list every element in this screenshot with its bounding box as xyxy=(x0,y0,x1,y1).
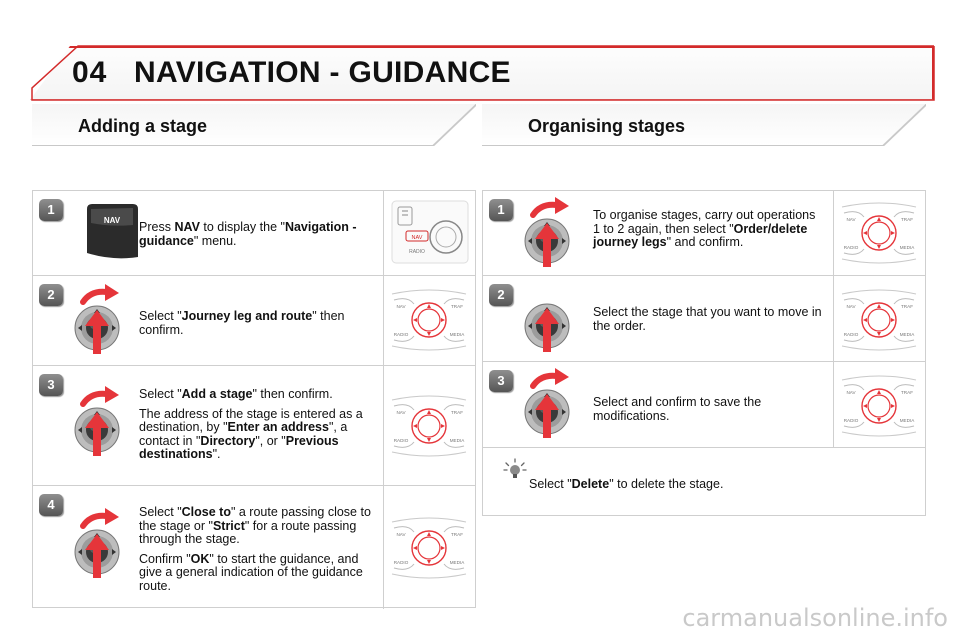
left-step-3 xyxy=(33,365,475,485)
console-illustration-area xyxy=(383,366,475,485)
step-number-badge: 3 xyxy=(39,374,63,396)
step-number-badge: 1 xyxy=(39,199,63,221)
right-step-2 xyxy=(483,275,925,361)
knob-press-icon xyxy=(519,278,575,362)
control-console-illustration xyxy=(838,284,920,356)
section-header-organising-stages xyxy=(482,104,926,146)
step-text: Select "Close to" a route passing close to the stage or "Strict" for a route passing through the stage. Confirm "OK" to start the guidance, and give a general indication of the guidance route. xyxy=(139,505,371,593)
section-title: Adding a stage xyxy=(78,116,208,136)
step-text: Select "Journey leg and route" then confirm. xyxy=(139,309,345,337)
step-number-badge: 3 xyxy=(489,370,513,392)
step-number-badge: 2 xyxy=(489,284,513,306)
svg-text:NAV: NAV xyxy=(396,304,406,309)
console-illustration-area xyxy=(833,191,925,275)
svg-text:RADIO: RADIO xyxy=(393,332,409,337)
svg-text:NAV: NAV xyxy=(846,304,856,309)
right-steps-panel xyxy=(482,190,926,516)
step-number-badge: 2 xyxy=(39,284,63,306)
left-steps-panel xyxy=(32,190,476,608)
chapter-title: NAVIGATION - GUIDANCE xyxy=(134,56,511,89)
control-console-illustration xyxy=(838,197,920,269)
step-text: Select "Add a stage" then confirm. The address of the stage is entered as a destination, by "Enter an address", a contact in "Directory", or "Previous destinations". xyxy=(139,387,363,461)
console-label: NAV xyxy=(411,235,423,241)
right-tip xyxy=(483,447,925,517)
footer-watermark: carmanualsonline.info xyxy=(682,604,948,632)
control-console-illustration xyxy=(838,370,920,442)
dashboard-illustration xyxy=(388,197,472,267)
svg-text:MEDIA: MEDIA xyxy=(449,332,465,337)
svg-text:MEDIA: MEDIA xyxy=(899,245,915,250)
svg-text:RADIO: RADIO xyxy=(843,245,859,250)
left-step-1 xyxy=(33,191,475,275)
right-step-3 xyxy=(483,361,925,447)
svg-text:NAV: NAV xyxy=(846,390,856,395)
svg-text:MEDIA: MEDIA xyxy=(899,332,915,337)
section-header-adding-stage xyxy=(32,104,476,146)
svg-text:TRAF: TRAF xyxy=(901,390,913,395)
step-text: Select the stage that you want to move in the order. xyxy=(593,305,822,333)
tip-text: Select "Delete" to delete the stage. xyxy=(529,477,724,491)
control-console-illustration xyxy=(388,284,470,356)
knob-confirm-icon xyxy=(69,382,125,466)
svg-text:TRAF: TRAF xyxy=(451,532,463,537)
svg-text:NAV: NAV xyxy=(396,532,406,537)
chapter-number: 04 xyxy=(72,56,108,89)
step-number-badge: 4 xyxy=(39,494,63,516)
svg-text:TRAF: TRAF xyxy=(901,304,913,309)
tip-lightbulb-icon xyxy=(503,458,527,482)
svg-text:MEDIA: MEDIA xyxy=(449,438,465,443)
svg-text:MEDIA: MEDIA xyxy=(899,418,915,423)
svg-text:TRAF: TRAF xyxy=(451,304,463,309)
knob-confirm-icon xyxy=(69,280,125,364)
knob-confirm-icon xyxy=(69,504,125,588)
console-illustration-area xyxy=(383,486,475,609)
svg-text:MEDIA: MEDIA xyxy=(449,560,465,565)
svg-text:RADIO: RADIO xyxy=(393,560,409,565)
chapter-frame xyxy=(0,0,960,110)
svg-text:NAV: NAV xyxy=(396,410,406,415)
section-title: Organising stages xyxy=(528,116,686,136)
svg-text:TRAF: TRAF xyxy=(451,410,463,415)
svg-text:RADIO: RADIO xyxy=(843,332,859,337)
left-step-2 xyxy=(33,275,475,365)
nav-button-label: NAV xyxy=(103,216,121,225)
knob-confirm-icon xyxy=(519,364,575,448)
console-illustration-area xyxy=(383,276,475,365)
svg-text:TRAF: TRAF xyxy=(901,217,913,222)
svg-text:NAV: NAV xyxy=(846,217,856,222)
console-illustration-area xyxy=(833,362,925,447)
left-step-4 xyxy=(33,485,475,609)
step-text: To organise stages, carry out operations 1 to 2 again, then select "Order/delete journey legs" and confirm. xyxy=(593,208,816,249)
step-text: Select and confirm to save the modifications. xyxy=(593,395,762,423)
right-step-1 xyxy=(483,191,925,275)
knob-confirm-icon xyxy=(519,193,575,277)
control-console-illustration xyxy=(388,512,470,584)
console-illustration-area xyxy=(833,276,925,361)
console-illustration-area xyxy=(383,191,475,275)
control-console-illustration xyxy=(388,390,470,462)
svg-text:RADIO: RADIO xyxy=(843,418,859,423)
console-label: RADIO xyxy=(409,249,425,255)
nav-button-icon xyxy=(83,201,141,263)
svg-text:RADIO: RADIO xyxy=(393,438,409,443)
step-number-badge: 1 xyxy=(489,199,513,221)
step-text: Press NAV to display the "Navigation - guidance" menu. xyxy=(139,220,357,248)
